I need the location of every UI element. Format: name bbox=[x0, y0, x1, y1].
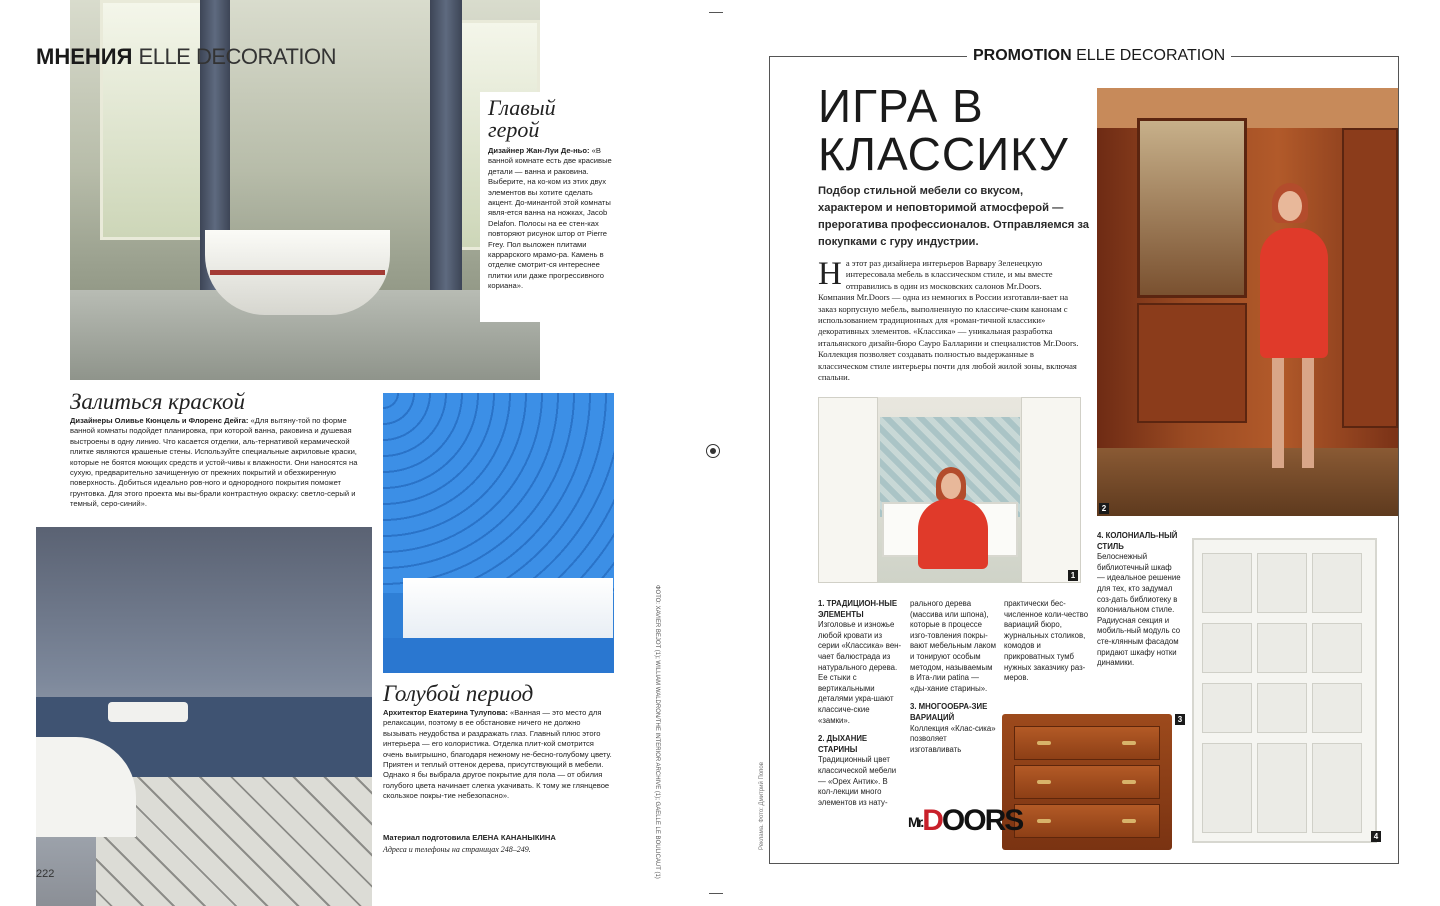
section1-text bbox=[488, 146, 612, 292]
promotion-header bbox=[967, 47, 1231, 65]
item4-heading: 4. КОЛОНИАЛЬ-НЫЙ СТИЛЬ bbox=[1097, 531, 1178, 551]
section3-body: «Ванная — это место для релаксации, поэтому в ее обстановке ничего не должно вызывать неудобства и раздражать глаз. Главный плюс этого интерьера — его колористика. Отделка плит-кой смотрится очень выигрышно, благодаря нежному не-бесно-голубому цвету. Приятен и теплый оттенок дерева, присутствующий в мебели. Однако я бы выбрала другое покрытие для пола — от обилия голубого цвета начинает слегка укачивать. К тому же глянцевое скользкое покры-тие небезопасно». bbox=[383, 708, 612, 801]
photo-number-3: 3 bbox=[1175, 714, 1185, 725]
bedroom-photo bbox=[818, 397, 1081, 583]
photo-credit: ФОТО: XAVIER BEJOT (1); WILLIAM WALDRON/THE INTERIOR ARCHIVE (1); GAELLE LE BOULICAUT (1) bbox=[654, 585, 660, 879]
addresses-note: Адреса и телефоны на страницах 248–249. bbox=[383, 845, 531, 854]
section2-lead: Дизайнеры Оливье Кюнцель и Флоренс Дейга: bbox=[70, 416, 249, 425]
item4-text: Белоснежный библиотечный шкаф — идеальное решение для тех, кто задумал соз-дать библиотеку в колониальном стиле. Радиусная секция и мобиль-ный модуль со сте-клянным фасадом придают шкафу нотки динамики. bbox=[1097, 552, 1181, 668]
page-number: 222 bbox=[36, 868, 55, 880]
section1-lead: Дизайнер Жан-Луи Де-ньо: bbox=[488, 146, 590, 155]
photo-number-1: 1 bbox=[1068, 570, 1078, 581]
text-column-1 bbox=[818, 599, 902, 808]
cabinet-photo bbox=[1097, 88, 1398, 516]
section2-body: «Для вытяну-той по форме ванной комнаты подойдет планировка, при которой ванна, раковина и душевая выстроены в одну линию. Что касается отделки, аль-тернативой керамической плитке являются крашеные стены. Используйте специальные акриловые краски, которые не боятся моющих средств и устой-чивы к влажности. Они наносятся на сухую, предварительно зачищенную от прежних покрытий и обезжиренную поверхность. Добиться идеально ров-ного и однородного покрытия поможет грунтовка. Для этого проекта мы вы-брали контрастную окраску: светло-серый и темный, серо-синий». bbox=[70, 416, 358, 509]
item3-heading: 3. МНОГООБРА-ЗИЕ ВАРИАЦИЙ bbox=[910, 702, 988, 722]
bookcase-photo bbox=[1187, 533, 1384, 846]
section3-text bbox=[383, 708, 615, 802]
bathroom-photo-grey-blue bbox=[36, 527, 372, 906]
item2-continued: рального дерева (массива или шпона), которые в процессе изго-товления покры-вают мебельным лаком и тонируют особым методом, называемым в Ита-лии patina — «ды-хание старины». bbox=[910, 599, 996, 693]
photo-number-2: 2 bbox=[1099, 503, 1109, 514]
bathroom-photo-blue-tiles bbox=[383, 393, 614, 673]
section1-title: Главый герой bbox=[488, 95, 556, 142]
item3-text: Коллекция «Клас-сика» позволяет изготавливать bbox=[910, 723, 996, 754]
section2-text bbox=[70, 416, 372, 510]
mr-doors-logo bbox=[908, 804, 1022, 838]
text-column-4 bbox=[1097, 531, 1181, 669]
dropcap: Н bbox=[818, 256, 842, 292]
photo-number-4: 4 bbox=[1371, 831, 1381, 842]
text-column-2 bbox=[910, 599, 996, 755]
text-column-3 bbox=[1004, 599, 1090, 684]
title-line1: ИГРА В bbox=[818, 80, 984, 132]
credit-prefix: Материал подготовила bbox=[383, 833, 471, 842]
header-light: ELLE DECORATION bbox=[138, 44, 337, 69]
section3-title: Голубой период bbox=[383, 681, 534, 706]
chest-of-drawers-photo bbox=[1002, 714, 1185, 854]
crop-mark-bottom bbox=[709, 893, 723, 894]
section2-title: Залиться краской bbox=[70, 389, 245, 414]
promo-header-bold: PROMOTION bbox=[973, 47, 1072, 64]
credit-line bbox=[383, 833, 615, 843]
item3-continued: практически бес-численное коли-чество вариаций бюро, журнальных столиков, комодов и прикроватных тумб нужных заказчику раз-меров. bbox=[1004, 599, 1089, 683]
article-text: а этот раз дизайнера интерьеров Варвару Зеленецкую интересовала мебель в классическом стиле, и мы вместе отправились в один из московских салонов Mr.Doors. Компания Mr.Doors — одна из немногих в России изготавли-вает на заказ корпусную мебель, выполненную по классиче-ским канонам с использованием традиционных для «роман-тичной классики» декоративных элементов. «Классика» — уникальная разработка итальянского дизайн-бюро Сауро Балларини и специалистов Mr.Doors. Коллекция позволяет создавать полностью выдержанные в классическом стиле интерьеры почти для любой жилой зоны, включая спальни. bbox=[818, 258, 1079, 383]
title-line2: КЛАССИКУ bbox=[818, 128, 1069, 180]
crop-mark-top bbox=[709, 12, 723, 13]
article-lead: Подбор стильной мебели со вкусом, характером и неповторимой атмосферой — прерогатива профессионалов. Отправляемся за покупками с гуру индустрии. bbox=[818, 185, 1089, 248]
promo-header-light: ELLE DECORATION bbox=[1076, 47, 1226, 64]
header-bold: МНЕНИЯ bbox=[36, 44, 133, 69]
ad-credit: Реклама. Фото: Дмитрий Попов bbox=[759, 762, 765, 850]
article-body bbox=[818, 258, 1080, 383]
item1-heading: 1. ТРАДИЦИОН-НЫЕ ЭЛЕМЕНТЫ bbox=[818, 599, 898, 619]
logo-d: D bbox=[922, 804, 942, 837]
logo-mr: Mr. bbox=[908, 814, 923, 831]
section1-body: «В ванной комнате есть две красивые детали — ванна и раковина. Выберите, на ко-ком из этих двух элементов вы хотите сделать акцент. До-минантой этой комнаты явля-ется ванна на ножках, Jacob Delafon. Полосы на ее стен-ках повторяют рисунок штор от Pierre Frey. Пол выложен плитами каррарского мрамо-ра. Камень в отделке смотрит-ся интереснее плитки или даже прогрессивного кориана». bbox=[488, 146, 612, 291]
article-title bbox=[818, 82, 1069, 178]
credit-name: ЕЛЕНА КАНАНЫКИНА bbox=[472, 833, 556, 842]
logo-rest: OORS bbox=[941, 804, 1023, 837]
item2-heading: 2. ДЫХАНИЕ СТАРИНЫ bbox=[818, 734, 868, 754]
item2-text: Традиционный цвет классической мебели — «Орех Антик». В кол-лекции много элементов из нату- bbox=[818, 755, 897, 807]
section3-lead: Архитектор Екатерина Тулупова: bbox=[383, 708, 508, 717]
item1-text: Изголовье и изножье любой кровати из серии «Классика» вен-чает балюстрада из натурального дерева. Ее стыки с вертикальными деталями укра-шают классиче-ские «замки». bbox=[818, 620, 902, 725]
registration-mark bbox=[706, 444, 720, 458]
section-header bbox=[36, 44, 336, 70]
